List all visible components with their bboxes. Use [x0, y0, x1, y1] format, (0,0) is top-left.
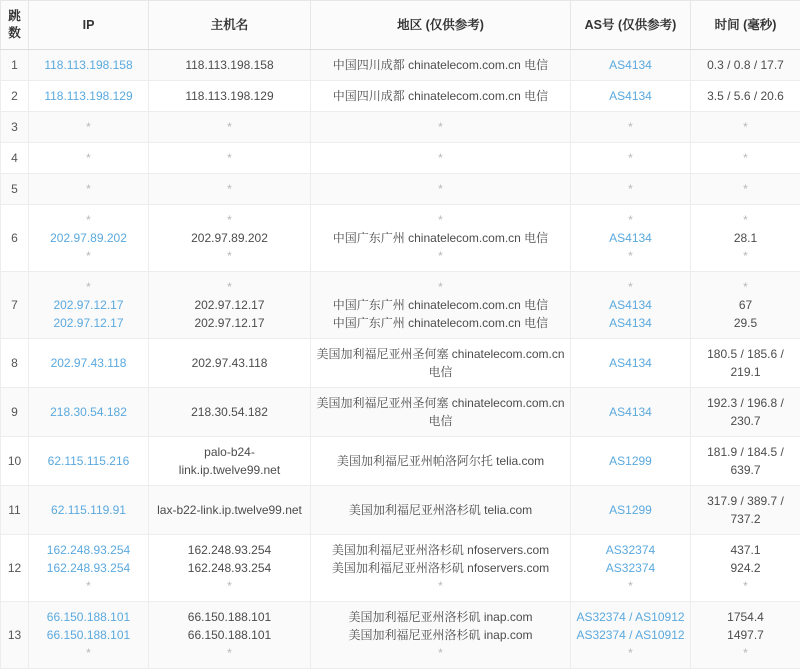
cell-as — [571, 535, 691, 602]
cell-lines — [696, 118, 795, 136]
cell-lines — [154, 87, 305, 105]
cell-host — [149, 81, 311, 112]
host-text: 118.113.198.129 — [154, 87, 305, 105]
cell-time — [691, 486, 800, 535]
column-header-geo: 地区 (仅供参考) — [311, 1, 571, 50]
cell-ip — [29, 112, 149, 143]
cell-lines — [696, 149, 795, 167]
ip-address-link[interactable]: 62.115.115.216 — [34, 452, 143, 470]
cell-time — [691, 112, 800, 143]
cell-geo — [311, 339, 571, 388]
star-placeholder: * — [34, 278, 143, 296]
star-placeholder: * — [316, 247, 565, 265]
cell-hop: 5 — [1, 174, 29, 205]
geo-text: 美国加利福尼亚州洛杉矶 inap.com — [316, 608, 565, 626]
cell-lines — [576, 278, 685, 332]
cell-lines — [696, 608, 795, 662]
cell-host — [149, 112, 311, 143]
cell-hop: 11 — [1, 486, 29, 535]
star-placeholder: * — [696, 118, 795, 136]
star-placeholder: * — [154, 577, 305, 595]
geo-text: 美国加利福尼亚州洛杉矶 telia.com — [316, 501, 565, 519]
cell-lines — [154, 443, 305, 479]
cell-lines — [154, 56, 305, 74]
cell-host — [149, 437, 311, 486]
cell-geo — [311, 112, 571, 143]
ip-address-link[interactable]: 66.150.188.101 — [34, 608, 143, 626]
cell-hop: 6 — [1, 205, 29, 272]
cell-ip — [29, 272, 149, 339]
ip-address-link[interactable]: 118.113.198.158 — [34, 56, 143, 74]
cell-lines — [576, 403, 685, 421]
cell-lines — [576, 56, 685, 74]
star-placeholder: * — [154, 278, 305, 296]
star-placeholder: * — [576, 247, 685, 265]
cell-lines — [316, 118, 565, 136]
geo-text: 美国加利福尼亚州帕洛阿尔托 telia.com — [316, 452, 565, 470]
cell-lines — [696, 56, 795, 74]
cell-as — [571, 339, 691, 388]
as-number-link[interactable]: AS32374 / AS10912 — [576, 626, 685, 644]
time-text: 924.2 — [696, 559, 795, 577]
cell-lines — [696, 180, 795, 198]
cell-lines — [34, 403, 143, 421]
cell-geo — [311, 388, 571, 437]
cell-geo — [311, 143, 571, 174]
cell-lines — [154, 608, 305, 662]
cell-time — [691, 81, 800, 112]
table-row — [1, 437, 800, 486]
column-header-ip: IP — [29, 1, 149, 50]
cell-lines — [316, 278, 565, 332]
cell-as — [571, 388, 691, 437]
cell-lines — [316, 452, 565, 470]
cell-lines — [154, 211, 305, 265]
cell-host — [149, 205, 311, 272]
cell-as — [571, 112, 691, 143]
cell-time — [691, 437, 800, 486]
as-number-link[interactable]: AS4134 — [576, 296, 685, 314]
cell-lines — [154, 354, 305, 372]
table-row — [1, 339, 800, 388]
cell-hop: 8 — [1, 339, 29, 388]
cell-hop: 4 — [1, 143, 29, 174]
cell-host — [149, 174, 311, 205]
table-row — [1, 602, 800, 669]
star-placeholder: * — [576, 644, 685, 662]
star-placeholder: * — [696, 247, 795, 265]
cell-ip — [29, 339, 149, 388]
as-number-link[interactable]: AS4134 — [576, 229, 685, 247]
table-row — [1, 174, 800, 205]
cell-geo — [311, 272, 571, 339]
star-placeholder: * — [696, 577, 795, 595]
cell-as — [571, 81, 691, 112]
cell-as — [571, 486, 691, 535]
star-placeholder: * — [316, 180, 565, 198]
host-text: 162.248.93.254 — [154, 559, 305, 577]
cell-hop: 7 — [1, 272, 29, 339]
star-placeholder: * — [154, 247, 305, 265]
cell-lines — [154, 403, 305, 421]
cell-as — [571, 437, 691, 486]
star-placeholder: * — [34, 247, 143, 265]
ip-address-link[interactable]: 202.97.89.202 — [34, 229, 143, 247]
ip-address-link[interactable]: 66.150.188.101 — [34, 626, 143, 644]
ip-address-link[interactable]: 202.97.43.118 — [34, 354, 143, 372]
as-number-link[interactable]: AS1299 — [576, 501, 685, 519]
geo-text: 中国广东广州 chinatelecom.com.cn 电信 — [316, 296, 565, 314]
geo-text: 中国广东广州 chinatelecom.com.cn 电信 — [316, 314, 565, 332]
star-placeholder: * — [316, 211, 565, 229]
ip-address-link[interactable]: 202.97.12.17 — [34, 296, 143, 314]
cell-ip — [29, 535, 149, 602]
star-placeholder: * — [34, 577, 143, 595]
header-row — [1, 1, 800, 50]
time-text: 3.5 / 5.6 / 20.6 — [696, 87, 795, 105]
cell-lines — [316, 501, 565, 519]
cell-lines — [696, 443, 795, 479]
cell-geo — [311, 50, 571, 81]
ip-address-link[interactable]: 62.115.119.91 — [34, 501, 143, 519]
cell-host — [149, 388, 311, 437]
table-row — [1, 388, 800, 437]
geo-text: 中国广东广州 chinatelecom.com.cn 电信 — [316, 229, 565, 247]
cell-lines — [576, 180, 685, 198]
time-text: 317.9 / 389.7 / 737.2 — [696, 492, 795, 528]
host-text: 118.113.198.158 — [154, 56, 305, 74]
star-placeholder: * — [696, 180, 795, 198]
geo-text: 中国四川成都 chinatelecom.com.cn 电信 — [316, 87, 565, 105]
star-placeholder: * — [154, 644, 305, 662]
cell-geo — [311, 535, 571, 602]
cell-time — [691, 535, 800, 602]
cell-lines — [696, 541, 795, 595]
ip-address-link[interactable]: 202.97.12.17 — [34, 314, 143, 332]
cell-time — [691, 143, 800, 174]
cell-lines — [316, 608, 565, 662]
cell-as — [571, 602, 691, 669]
cell-lines — [34, 608, 143, 662]
cell-ip — [29, 143, 149, 174]
table-body — [1, 50, 800, 669]
star-placeholder: * — [576, 180, 685, 198]
host-text: palo-b24-link.ip.twelve99.net — [154, 443, 305, 479]
cell-host — [149, 50, 311, 81]
time-text: 1497.7 — [696, 626, 795, 644]
cell-lines — [576, 118, 685, 136]
star-placeholder: * — [34, 644, 143, 662]
host-text: 66.150.188.101 — [154, 626, 305, 644]
cell-lines — [696, 87, 795, 105]
cell-ip — [29, 81, 149, 112]
cell-host — [149, 339, 311, 388]
time-text: 192.3 / 196.8 / 230.7 — [696, 394, 795, 430]
cell-lines — [34, 452, 143, 470]
geo-text: 美国加利福尼亚州洛杉矶 inap.com — [316, 626, 565, 644]
cell-lines — [34, 149, 143, 167]
geo-text: 美国加利福尼亚州圣何塞 chinatelecom.com.cn 电信 — [316, 345, 565, 381]
cell-host — [149, 535, 311, 602]
cell-ip — [29, 602, 149, 669]
cell-ip — [29, 388, 149, 437]
cell-lines — [576, 501, 685, 519]
star-placeholder: * — [696, 211, 795, 229]
cell-time — [691, 205, 800, 272]
cell-lines — [316, 87, 565, 105]
cell-lines — [576, 608, 685, 662]
cell-lines — [576, 87, 685, 105]
table-header — [1, 1, 800, 50]
cell-lines — [316, 180, 565, 198]
cell-hop: 10 — [1, 437, 29, 486]
cell-lines — [576, 149, 685, 167]
cell-hop: 9 — [1, 388, 29, 437]
cell-ip — [29, 50, 149, 81]
cell-lines — [696, 492, 795, 528]
cell-geo — [311, 486, 571, 535]
table-row — [1, 535, 800, 602]
cell-lines — [34, 541, 143, 595]
ip-address-link[interactable]: 162.248.93.254 — [34, 541, 143, 559]
star-placeholder: * — [154, 211, 305, 229]
cell-lines — [316, 211, 565, 265]
time-text: 29.5 — [696, 314, 795, 332]
cell-lines — [154, 501, 305, 519]
cell-lines — [576, 354, 685, 372]
cell-lines — [34, 211, 143, 265]
star-placeholder: * — [34, 180, 143, 198]
table-row — [1, 50, 800, 81]
cell-lines — [576, 452, 685, 470]
star-placeholder: * — [696, 644, 795, 662]
geo-text: 美国加利福尼亚州洛杉矶 nfoservers.com — [316, 541, 565, 559]
geo-text: 美国加利福尼亚州洛杉矶 nfoservers.com — [316, 559, 565, 577]
cell-ip — [29, 437, 149, 486]
cell-as — [571, 272, 691, 339]
time-text: 181.9 / 184.5 / 639.7 — [696, 443, 795, 479]
cell-lines — [696, 345, 795, 381]
cell-as — [571, 205, 691, 272]
star-placeholder: * — [696, 149, 795, 167]
time-text: 437.1 — [696, 541, 795, 559]
time-text: 180.5 / 185.6 / 219.1 — [696, 345, 795, 381]
geo-text: 中国四川成都 chinatelecom.com.cn 电信 — [316, 56, 565, 74]
cell-time — [691, 272, 800, 339]
cell-lines — [34, 501, 143, 519]
column-header-as: AS号 (仅供参考) — [571, 1, 691, 50]
cell-lines — [34, 278, 143, 332]
cell-ip — [29, 486, 149, 535]
cell-lines — [34, 354, 143, 372]
cell-lines — [154, 278, 305, 332]
cell-lines — [154, 118, 305, 136]
table-row — [1, 81, 800, 112]
cell-host — [149, 143, 311, 174]
star-placeholder: * — [316, 644, 565, 662]
cell-time — [691, 339, 800, 388]
as-number-link[interactable]: AS4134 — [576, 87, 685, 105]
cell-time — [691, 602, 800, 669]
host-text: lax-b22-link.ip.twelve99.net — [154, 501, 305, 519]
cell-time — [691, 388, 800, 437]
table-row — [1, 486, 800, 535]
star-placeholder: * — [34, 149, 143, 167]
host-text: 202.97.12.17 — [154, 314, 305, 332]
cell-lines — [576, 211, 685, 265]
star-placeholder: * — [576, 211, 685, 229]
cell-geo — [311, 81, 571, 112]
host-text: 202.97.89.202 — [154, 229, 305, 247]
cell-lines — [696, 394, 795, 430]
host-text: 66.150.188.101 — [154, 608, 305, 626]
table-row — [1, 143, 800, 174]
cell-lines — [576, 541, 685, 595]
cell-as — [571, 50, 691, 81]
cell-lines — [316, 541, 565, 595]
time-text: 0.3 / 0.8 / 17.7 — [696, 56, 795, 74]
table-row — [1, 205, 800, 272]
cell-as — [571, 143, 691, 174]
as-number-link[interactable]: AS4134 — [576, 354, 685, 372]
as-number-link[interactable]: AS32374 — [576, 559, 685, 577]
ip-address-link[interactable]: 162.248.93.254 — [34, 559, 143, 577]
star-placeholder: * — [576, 577, 685, 595]
cell-lines — [34, 180, 143, 198]
cell-lines — [316, 149, 565, 167]
cell-lines — [696, 211, 795, 265]
host-text: 202.97.43.118 — [154, 354, 305, 372]
cell-hop: 1 — [1, 50, 29, 81]
cell-as — [571, 174, 691, 205]
column-header-hop: 跳数 — [1, 1, 29, 50]
star-placeholder: * — [154, 149, 305, 167]
cell-lines — [154, 541, 305, 595]
cell-lines — [34, 56, 143, 74]
ip-address-link[interactable]: 218.30.54.182 — [34, 403, 143, 421]
column-header-time: 时间 (毫秒) — [691, 1, 800, 50]
cell-lines — [154, 180, 305, 198]
column-header-host: 主机名 — [149, 1, 311, 50]
ip-address-link[interactable]: 118.113.198.129 — [34, 87, 143, 105]
cell-hop: 12 — [1, 535, 29, 602]
cell-host — [149, 272, 311, 339]
cell-time — [691, 50, 800, 81]
star-placeholder: * — [576, 118, 685, 136]
table-row — [1, 272, 800, 339]
star-placeholder: * — [316, 278, 565, 296]
as-number-link[interactable]: AS32374 — [576, 541, 685, 559]
cell-lines — [696, 278, 795, 332]
star-placeholder: * — [154, 180, 305, 198]
star-placeholder: * — [154, 118, 305, 136]
host-text: 162.248.93.254 — [154, 541, 305, 559]
cell-time — [691, 174, 800, 205]
as-number-link[interactable]: AS1299 — [576, 452, 685, 470]
cell-hop: 13 — [1, 602, 29, 669]
cell-geo — [311, 174, 571, 205]
host-text: 202.97.12.17 — [154, 296, 305, 314]
cell-lines — [154, 149, 305, 167]
star-placeholder: * — [34, 118, 143, 136]
as-number-link[interactable]: AS4134 — [576, 56, 685, 74]
star-placeholder: * — [316, 149, 565, 167]
cell-ip — [29, 205, 149, 272]
time-text: 67 — [696, 296, 795, 314]
as-number-link[interactable]: AS4134 — [576, 403, 685, 421]
as-number-link[interactable]: AS32374 / AS10912 — [576, 608, 685, 626]
star-placeholder: * — [696, 278, 795, 296]
time-text: 28.1 — [696, 229, 795, 247]
star-placeholder: * — [316, 118, 565, 136]
cell-geo — [311, 205, 571, 272]
star-placeholder: * — [576, 278, 685, 296]
cell-lines — [316, 394, 565, 430]
cell-host — [149, 602, 311, 669]
as-number-link[interactable]: AS4134 — [576, 314, 685, 332]
cell-lines — [34, 87, 143, 105]
cell-hop: 3 — [1, 112, 29, 143]
cell-hop: 2 — [1, 81, 29, 112]
star-placeholder: * — [576, 149, 685, 167]
cell-host — [149, 486, 311, 535]
host-text: 218.30.54.182 — [154, 403, 305, 421]
table-row — [1, 112, 800, 143]
cell-lines — [34, 118, 143, 136]
star-placeholder: * — [34, 211, 143, 229]
time-text: 1754.4 — [696, 608, 795, 626]
cell-lines — [316, 345, 565, 381]
star-placeholder: * — [316, 577, 565, 595]
cell-geo — [311, 437, 571, 486]
geo-text: 美国加利福尼亚州圣何塞 chinatelecom.com.cn 电信 — [316, 394, 565, 430]
cell-ip — [29, 174, 149, 205]
cell-lines — [316, 56, 565, 74]
cell-geo — [311, 602, 571, 669]
